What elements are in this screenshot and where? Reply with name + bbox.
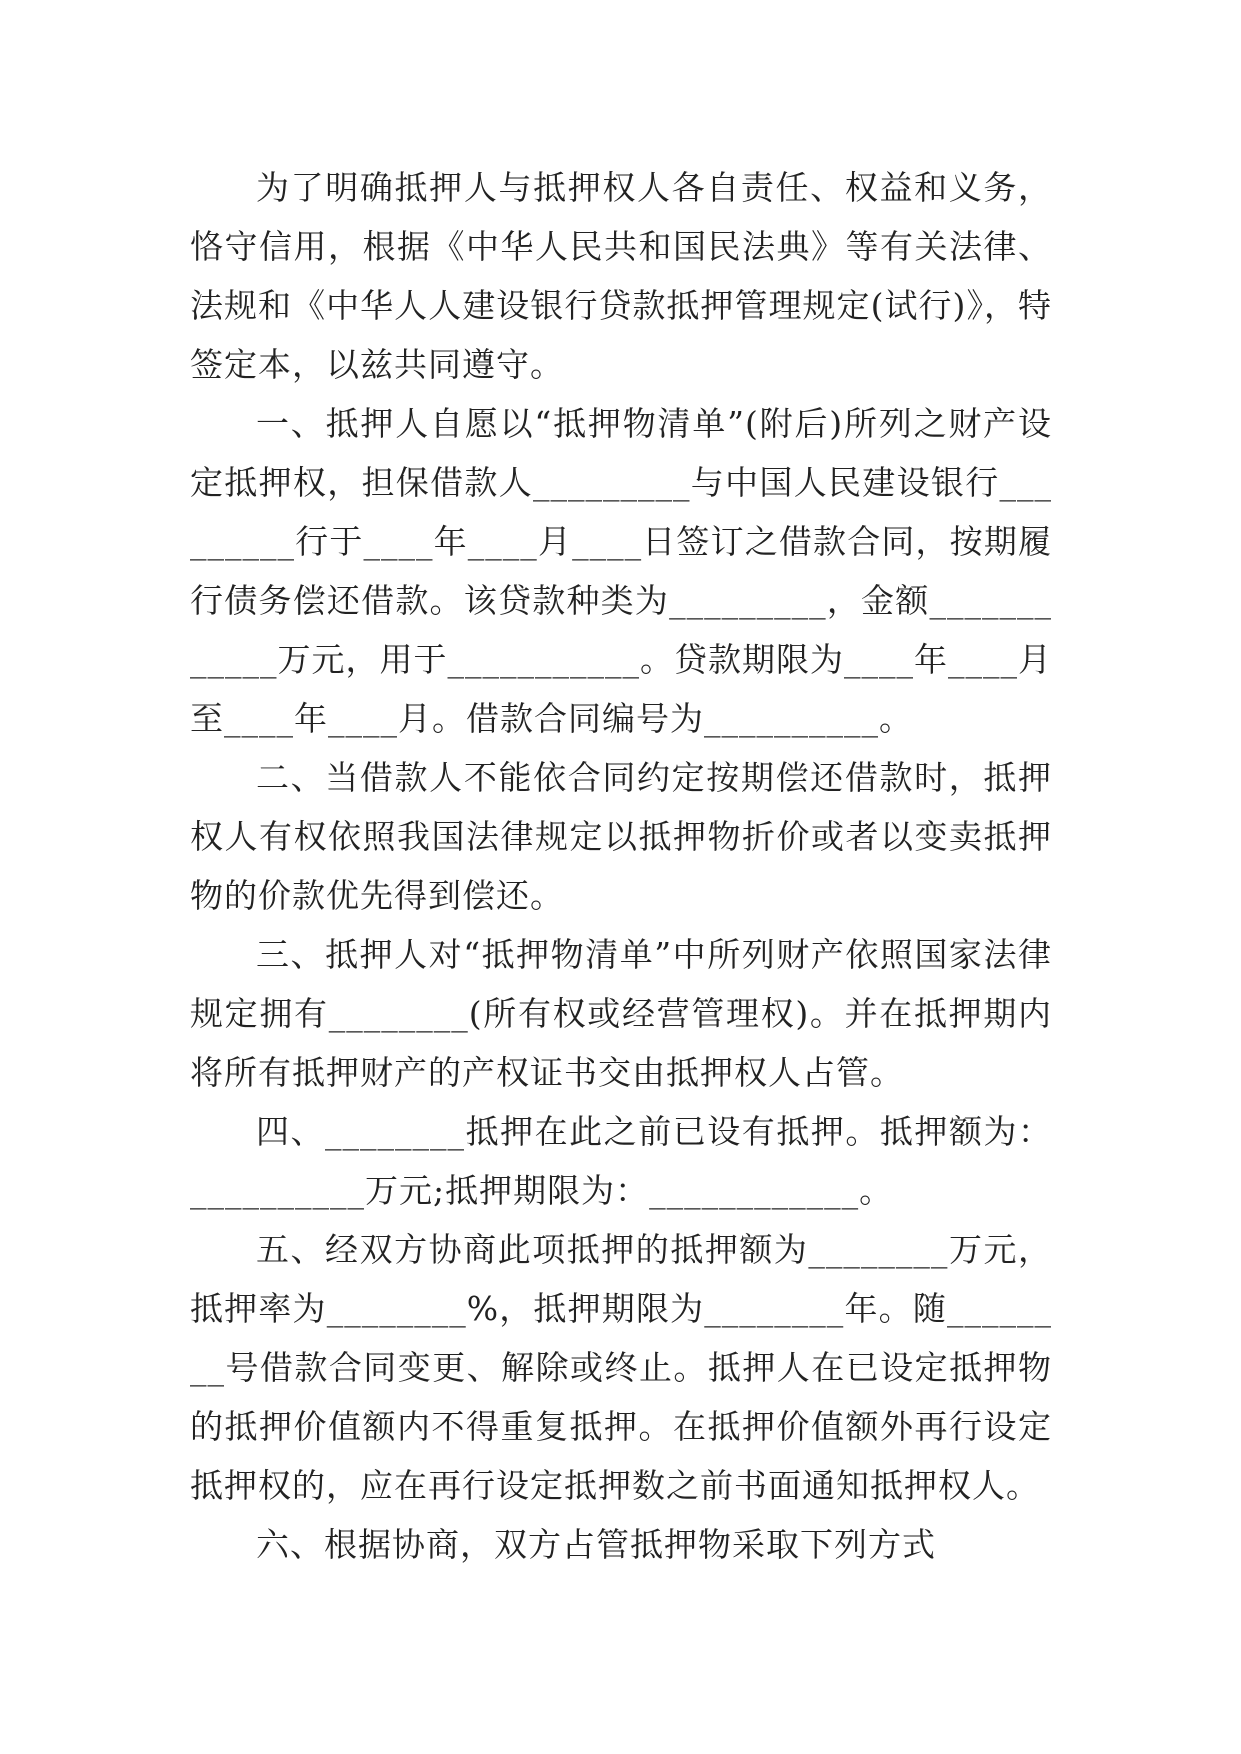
paragraph-clause-4: 四、________抵押在此之前已设有抵押。抵押额为：__________万元;抵押期限为：____________。 — [190, 1112, 1052, 1210]
paragraph-preamble: 为了明确抵押人与抵押权人各自责任、权益和义务，恪守信用，根据《中华人民共和国民法典》等有关法律、法规和《中华人人建设银行贷款抵押管理规定(试行)》，特签定本，以兹共同遵守。 — [190, 168, 1052, 384]
document-body — [190, 158, 1052, 1574]
paragraph-clause-2: 二、当借款人不能依合同约定按期偿还借款时，抵押权人有权依照我国法律规定以抵押物折价或者以变卖抵押物的价款优先得到偿还。 — [190, 758, 1052, 915]
paragraph-clause-6: 六、根据协商，双方占管抵押物采取下列方式 — [256, 1525, 936, 1564]
paragraph-clause-1: 一、抵押人自愿以“抵押物清单”(附后)所列之财产设定抵押权，担保借款人_________与中国人民建设银行_________行于____年____月____日签订之借款合同，按期履行债务偿还借款。该贷款种类为_________，金额____________万元，用于___________。贷款期限为____年____月至____年____月。借款合同编号为__________。 — [190, 404, 1052, 738]
paragraph-clause-3: 三、抵押人对“抵押物清单”中所列财产依照国家法律规定拥有________(所有权或经营管理权)。并在抵押期内将所有抵押财产的产权证书交由抵押权人占管。 — [190, 935, 1052, 1092]
paragraph-clause-5: 五、经双方协商此项抵押的抵押额为________万元，抵押率为________%，抵押期限为________年。随________号借款合同变更、解除或终止。抵押人在已设定抵押物的抵押价值额内不得重复抵押。在抵押价值额外再行设定抵押权的，应在再行设定抵押数之前书面通知抵押权人。 — [190, 1230, 1052, 1505]
